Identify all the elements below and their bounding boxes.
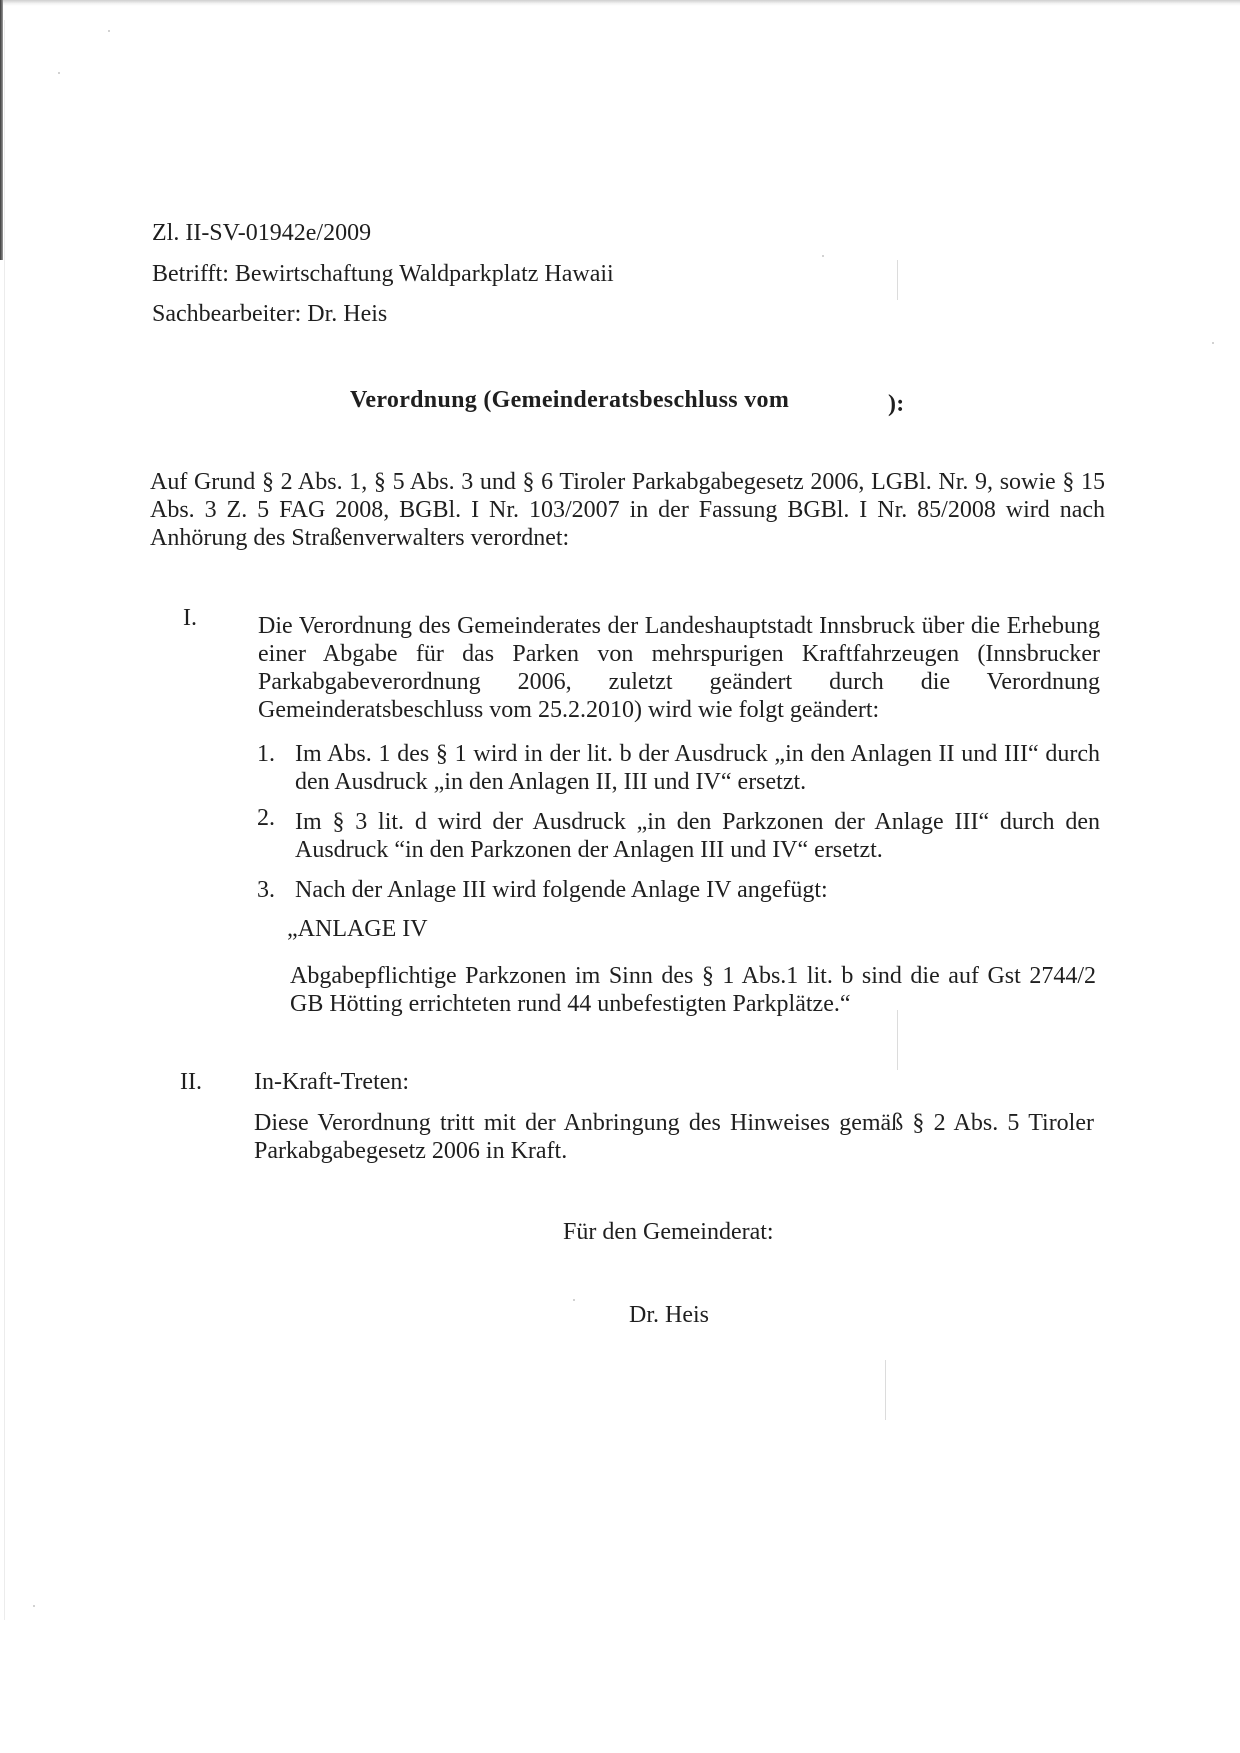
section-2-numeral: II. — [180, 1069, 202, 1095]
preamble-paragraph: Auf Grund § 2 Abs. 1, § 5 Abs. 3 und § 6 Tiroler Parkabgabegesetz 2006, LGBl. Nr. 9, sowie § 15 Abs. 3 Z. 5 FAG 2008, BGBl. I Nr. 103/2007 in der Fassung BGBl. I Nr. 85/2008 wird nach Anhörung des Straßenverwalters verordnet: — [150, 469, 1105, 551]
scan-mark — [897, 1010, 898, 1070]
annex-title: „ANLAGE IV — [287, 916, 428, 942]
document-title-closing: ): — [888, 391, 905, 417]
section-1-item-2-text: Im § 3 lit. d wird der Ausdruck „in den Parkzonen der Anlage III“ durch den Ausdruck “in den Parkzonen der Anlagen III und IV“ ersetzt. — [295, 809, 1100, 863]
scan-speck — [822, 255, 824, 257]
section-1-intro: Die Verordnung des Gemeinderates der Landeshauptstadt Innsbruck über die Erhebung einer Abgabe für das Parken von mehrspurigen Kraftfahrzeugen (Innsbrucker Parkabgabeverordnung 2006, zuletzt geändert durch die Verordnung Gemeinderatsbeschluss vom 25.2.2010) wird wie folgt geändert: — [258, 613, 1100, 723]
signature-line: Für den Gemeinderat: — [563, 1219, 774, 1245]
scan-speck — [33, 1605, 35, 1607]
annex-text: Abgabepflichtige Parkzonen im Sinn des § 1 Abs.1 lit. b sind die auf Gst 2744/2 GB Hötting errichteten rund 44 unbefestigten Parkplätze.“ — [290, 963, 1096, 1017]
scan-top-edge — [0, 0, 1240, 6]
officer-line: Sachbearbeiter: Dr. Heis — [152, 301, 388, 327]
section-1-item-2-number: 2. — [257, 805, 275, 831]
scan-speck — [108, 30, 110, 32]
section-1-item-1-number: 1. — [257, 741, 275, 767]
signature-name: Dr. Heis — [629, 1302, 709, 1328]
section-1-item-1-text: Im Abs. 1 des § 1 wird in der lit. b der Ausdruck „in den Anlagen II und III“ durch den Ausdruck „in den Anlagen II, III und IV“ ersetzt. — [295, 741, 1100, 795]
section-1-item-3-text: Nach der Anlage III wird folgende Anlage IV angefügt: — [295, 877, 828, 903]
section-1-numeral: I. — [183, 605, 197, 631]
scan-left-edge — [0, 0, 3, 260]
reference-number: Zl. II-SV-01942e/2009 — [152, 220, 372, 246]
scan-mark — [897, 260, 898, 300]
section-2-heading: In-Kraft-Treten: — [254, 1069, 410, 1095]
section-1-item-3-number: 3. — [257, 877, 275, 903]
scan-left-fade — [4, 20, 5, 1620]
document-title: Verordnung (Gemeinderatsbeschluss vom — [350, 387, 790, 413]
scan-mark — [885, 1360, 886, 1420]
section-2-text: Diese Verordnung tritt mit der Anbringung des Hinweises gemäß § 2 Abs. 5 Tiroler Parkabgabegesetz 2006 in Kraft. — [254, 1110, 1094, 1164]
subject-line: Betrifft: Bewirtschaftung Waldparkplatz Hawaii — [152, 261, 614, 287]
scan-speck — [1212, 342, 1214, 344]
scan-speck — [573, 1299, 575, 1301]
scan-speck — [58, 72, 60, 74]
